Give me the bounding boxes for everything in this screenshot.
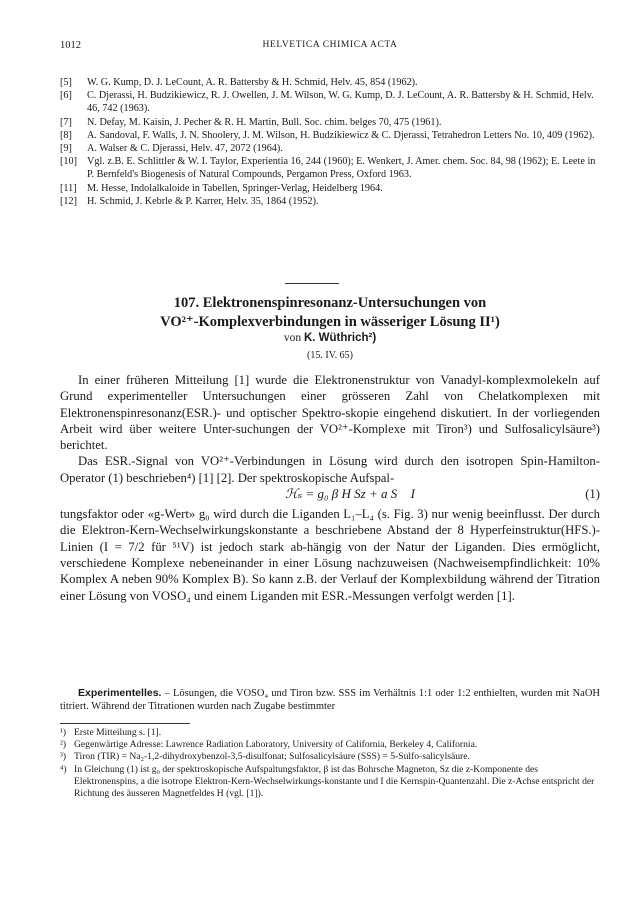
reference-item	[60, 182, 600, 195]
footnote-item	[60, 764, 600, 801]
reference-text: C. Djerassi, H. Budzikiewicz, R. J. Owellen, J. M. Wilson, W. G. Kump, D. J. LeCount, A. R. Battersby & H. Schmid, Helv. 46, 742 (1963).	[87, 90, 594, 115]
reference-number: [12]	[60, 195, 77, 207]
reference-item	[60, 195, 600, 208]
paragraph-1: In einer früheren Mitteilung [1] wurde die Elektronenstruktur von Vanadyl-komplexmolekeln auf Grund experimenteller Untersuchungen einer grösseren Zahl von Chelatkomplexen mit Elektronenspinresonanz(ESR.)- und optischer Spektro-skopie eingehend diskutiert. In der vorliegenden Arbeit wird über weitere Unter-suchungen der VO²⁺-Komplexe mit Tiron³) und Sulfosalicylsäure³) berichtet.	[60, 373, 600, 453]
reference-item	[60, 116, 600, 129]
reference-item	[60, 155, 600, 181]
title-line-1: 107. Elektronenspinresonanz-Untersuchungen von	[173, 295, 487, 311]
experimental-section	[60, 687, 600, 714]
footnote-text: In Gleichung (1) ist g₀ der spektroskopische Aufspaltungsfaktor, β ist das Bohrsche Magneton, Sz die z-Komponente des Elektronenspins, a die isotrope Elektron-Kern-Wechselwirkungs-konstante und I die Kernspin-Quantenzahl. Die z-Achse entspricht der Richtung des äusseren Magnetfeldes H (vgl. [1]).	[74, 763, 595, 800]
footnote-list	[60, 727, 600, 800]
received-date: (15. IV. 65)	[307, 350, 353, 361]
reference-number: [5]	[60, 77, 72, 88]
paragraph-2: Das ESR.-Signal von VO²⁺-Verbindungen in Lösung wird durch den isotropen Spin-Hamilton-Operator (1) beschrieben⁴) [1] [2]. Der spektroskopische Aufspal-	[60, 454, 600, 485]
article-body	[60, 372, 600, 604]
author-name: K. Wüthrich²)	[303, 332, 377, 344]
reference-text: W. G. Kump, D. J. LeCount, A. R. Battersby & H. Schmid, Helv. 45, 854 (1962).	[87, 77, 418, 88]
reference-text: N. Defay, M. Kaisin, J. Pecher & R. H. Martin, Bull. Soc. chim. belges 70, 475 (1961).	[87, 116, 442, 128]
section-divider	[285, 283, 339, 284]
reference-text: M. Hesse, Indolalkaloide in Tabellen, Springer-Verlag, Heidelberg 1964.	[87, 182, 383, 194]
page-number: 1012	[60, 40, 81, 51]
title-line-2: VO²⁺-Komplexverbindungen in wässeriger Lösung II¹)	[160, 314, 500, 330]
footnote-item	[60, 739, 600, 751]
paragraph-3: tungsfaktor oder «g-Wert» g₀ wird durch die Liganden L₁–L₄ (s. Fig. 3) nur wenig beeinflusst. Der durch die Elektron-Kern-Wechselwirkungskonstante a beschriebene Abstand der 8 Hyperfeinstruktur(HFS.)-Linien (I = 7/2 für ⁵¹V) ist jedoch stark ab-hängig von der Natur der Liganden. Dies ermöglicht, verschiedene Komplexe nebeneinander in einer Lösung nachzuweisen (Nachweisempfindlichkeit: 10% Komplex A neben 90% Komplex B). So kann z.B. der Verlauf der Komplexbildung während der Titration einer Lösung von VOSO₄ und einem Liganden mit ESR.-Messungen verfolgt werden [1].	[60, 507, 600, 603]
footnote-text: Tiron (TIR) = Na₂-1,2-dihydroxybenzol-3,5-disulfonat; Sulfosalicylsäure (SSS) = 5-Sulfo-salicylsäure.	[74, 751, 470, 763]
reference-item	[60, 89, 600, 115]
footnote-mark: ¹)	[60, 727, 67, 738]
reference-text: A. Walser & C. Djerassi, Helv. 47, 2072 (1964).	[87, 143, 283, 155]
equation-text: ℋₛ = g₀ β H Sz + a S⃗ I⃗	[285, 486, 426, 502]
reference-list	[60, 76, 600, 208]
reference-item	[60, 142, 600, 155]
journal-title: HELVETICA CHIMICA ACTA	[262, 40, 398, 50]
reference-item	[60, 129, 600, 142]
reference-text: A. Sandoval, F. Walls, J. N. Shoolery, J. M. Wilson, H. Budzikiewicz & C. Djerassi, Tetrahedron Letters No. 10, 409 (1962).	[87, 129, 595, 141]
equation-number: (1)	[585, 487, 600, 502]
reference-text: Vgl. z.B. E. Schlittler & W. I. Taylor, Experientia 16, 244 (1960); E. Wenkert, J. Amer. chem. Soc. 84, 98 (1962); E. Leete in P. Bernfeld's Biogenesis of Natural Compounds, Pergamon Press, Oxford 1963.	[87, 156, 596, 181]
reference-number: [7]	[60, 116, 72, 128]
reference-number: [11]	[60, 182, 77, 194]
footnote-mark: ²)	[60, 739, 67, 751]
reference-number: [9]	[60, 143, 72, 155]
equation-1	[60, 486, 600, 506]
reference-number: [8]	[60, 129, 72, 141]
footnote-mark: ⁴)	[60, 763, 67, 775]
experimental-heading: Experimentelles.	[78, 687, 162, 699]
experimental-text: – Lösungen, die VOSO₄ und Tiron bzw. SSS im Verhältnis 1:1 oder 1:2 enthielten, wurden mit NaOH titriert. Während der Titrationen wurden nach Zugabe bestimmter	[60, 688, 600, 713]
reference-number: [6]	[60, 90, 72, 102]
byline-von: von	[283, 332, 302, 344]
reference-item	[60, 76, 600, 89]
footnote-mark: ³)	[60, 751, 67, 763]
footnote-rule	[60, 723, 190, 724]
footnote-item	[60, 727, 600, 739]
reference-number: [10]	[60, 156, 77, 168]
article-title	[60, 294, 600, 332]
footnote-text: Gegenwärtige Adresse: Lawrence Radiation Laboratory, University of California, Berkeley 4, California.	[74, 739, 478, 751]
byline	[60, 332, 600, 344]
footnote-text: Erste Mitteilung s. [1].	[74, 727, 162, 738]
reference-text: H. Schmid, J. Kebrle & P. Karrer, Helv. 35, 1864 (1952).	[87, 195, 319, 207]
footnote-item	[60, 751, 600, 763]
running-header	[60, 40, 600, 54]
